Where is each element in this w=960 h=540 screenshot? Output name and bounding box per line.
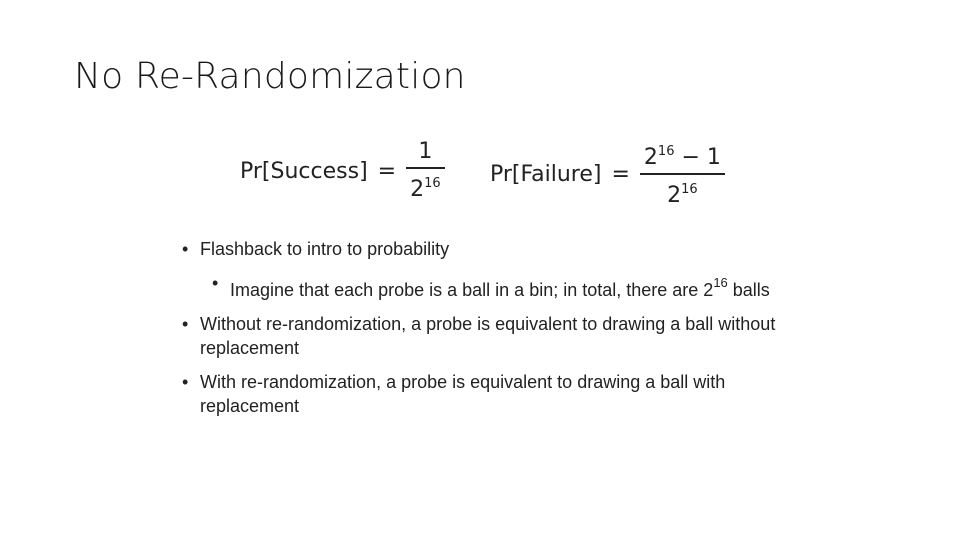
bullet-dot: •	[182, 239, 189, 259]
fraction-bar	[406, 167, 445, 169]
success-numerator: 1	[418, 139, 433, 164]
bullet-item	[182, 370, 782, 418]
formula-row	[0, 132, 960, 212]
bullet-dot: •	[212, 273, 219, 293]
failure-probability-formula	[490, 138, 725, 210]
failure-equals: =	[611, 161, 630, 187]
bullet-list	[182, 237, 782, 428]
success-fraction	[406, 138, 445, 204]
bullet-dot: •	[182, 314, 189, 334]
slide-title: No Re-Randomization	[74, 56, 466, 97]
failure-denominator: $2^{16}$	[667, 182, 698, 208]
success-denominator: $2^{16}$	[410, 176, 441, 202]
sub-bullet-item	[182, 271, 782, 302]
failure-numerator: $2^{16} - 1$	[643, 144, 721, 170]
bullet-item	[182, 312, 782, 360]
bullet-text: Without re-randomization, a probe is equivalent to drawing a ball without replacement	[200, 314, 776, 358]
bullet-text: Imagine that each probe is a ball in a bin; in total, there are $2^{16}$ balls	[230, 275, 770, 300]
bullet-item	[182, 237, 782, 261]
success-equals: =	[377, 158, 397, 184]
failure-lhs: Pr[Failure]	[490, 161, 602, 187]
bullet-text: With re-randomization, a probe is equivalent to drawing a ball with replacement	[200, 372, 726, 416]
fraction-bar	[640, 173, 725, 175]
bullet-dot: •	[182, 372, 189, 392]
failure-fraction	[640, 138, 725, 210]
success-lhs: Pr[Success]	[240, 158, 368, 184]
bullet-text: Flashback to intro to probability	[200, 239, 450, 259]
success-probability-formula	[240, 138, 445, 204]
